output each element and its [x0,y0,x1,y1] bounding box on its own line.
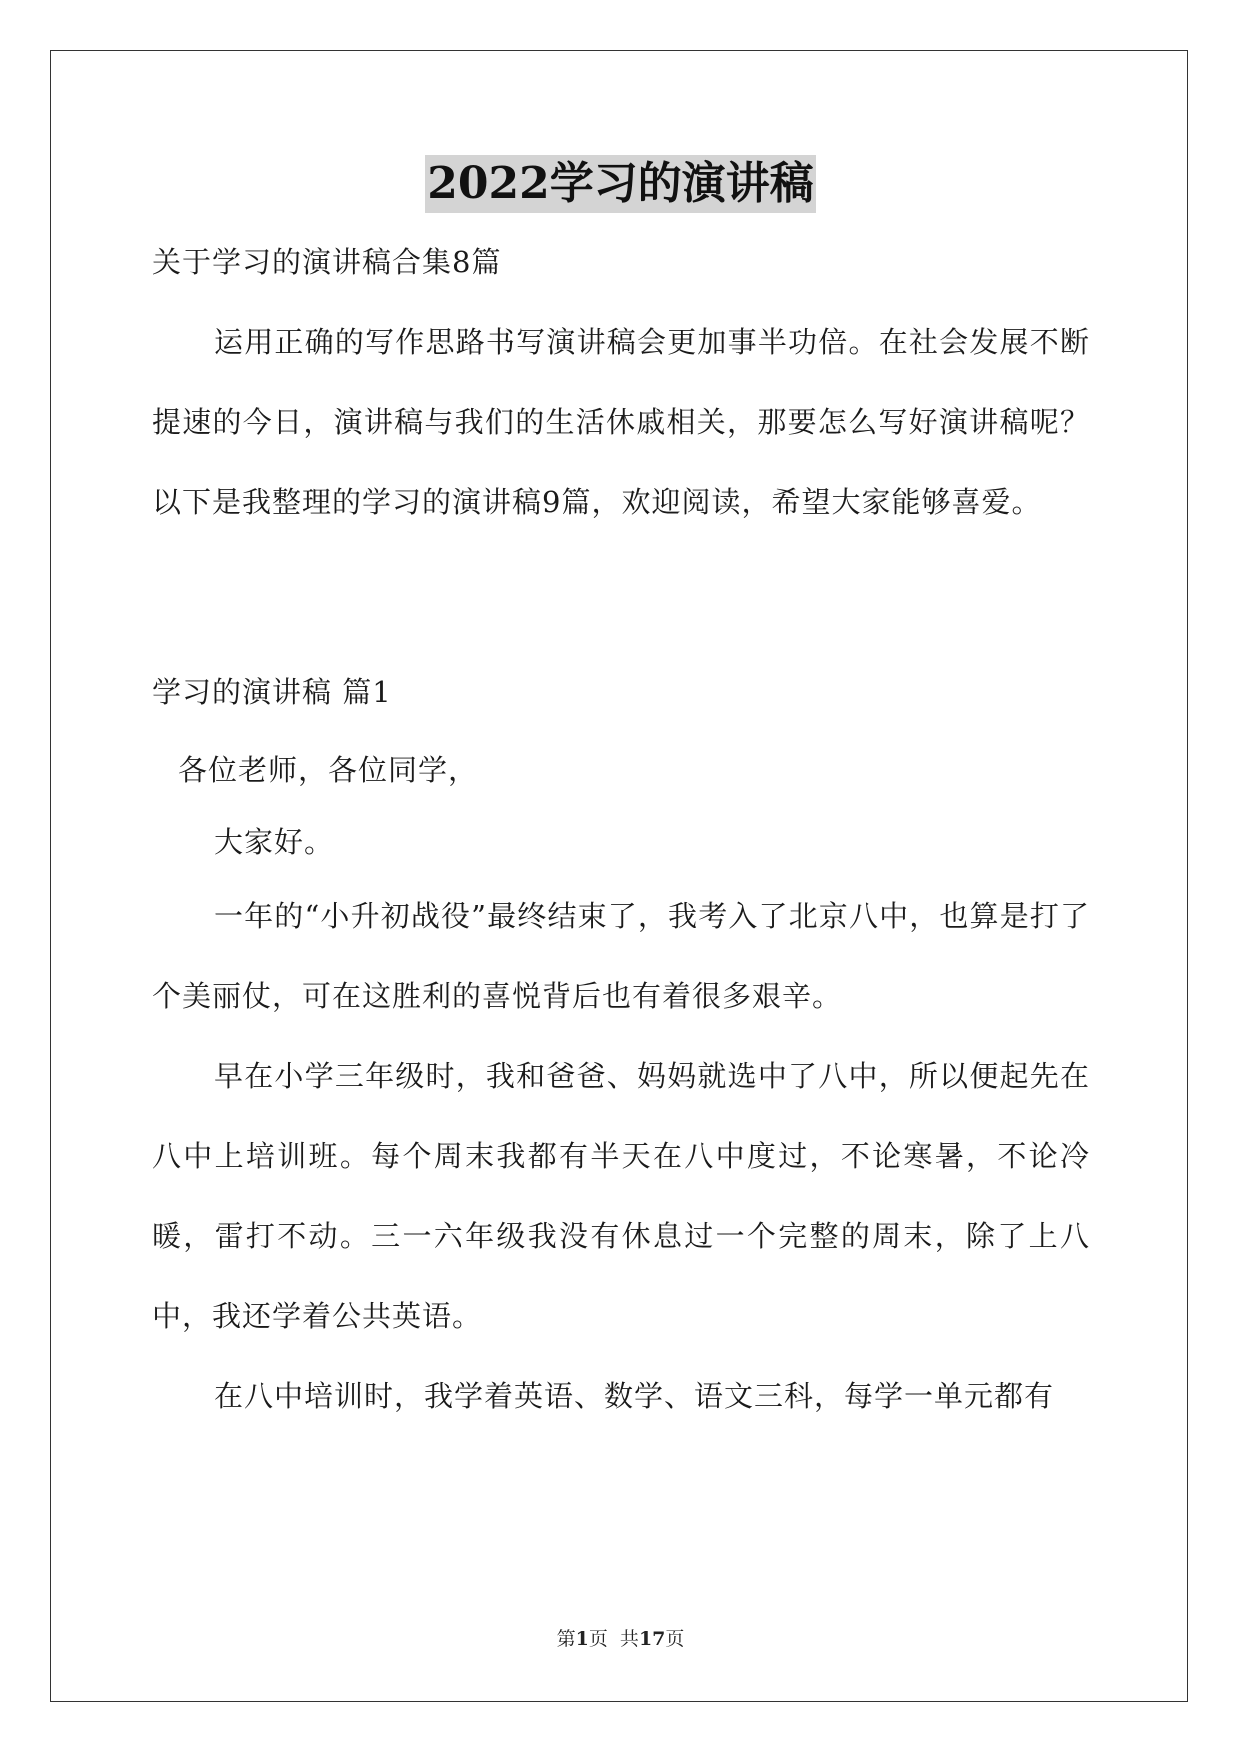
hello-line: 大家好。 [214,825,335,859]
page-current: 1 [575,1628,589,1650]
page-footer [0,1624,1241,1651]
greeting-line: 各位老师，各位同学， [178,753,479,787]
body-paragraph: 一年的“小升初战役”最终结束了，我考入了北京八中，也算是打了个美丽仗，可在这胜利的喜悦背后也有着很多艰辛。 [152,899,1090,1013]
page-label-mid: 页 共 [588,1628,639,1650]
page-label-post: 页 [665,1628,685,1650]
body-paragraph: 早在小学三年级时，我和爸爸、妈妈就选中了八中，所以便起先在八中上培训班。每个周末我都有半天在八中度过，不论寒暑，不论冷暖，雷打不动。三一六年级我没有休息过一个完整的周末，除了上八中，我还学着公共英语。 [152,1059,1090,1333]
body-paragraph: 在八中培训时，我学着英语、数学、语文三科，每学一单元都有 [214,1379,1055,1413]
document-title: 2022学习的演讲稿 [425,155,815,213]
section-heading: 学习的演讲稿 篇1 [152,675,392,709]
title-container [0,155,1241,213]
page-total: 17 [638,1628,666,1650]
document-subtitle: 关于学习的演讲稿合集8篇 [152,245,502,279]
page-label-pre: 第 [556,1628,576,1650]
intro-paragraph: 运用正确的写作思路书写演讲稿会更加事半功倍。在社会发展不断提速的今日，演讲稿与我们的生活休戚相关，那要怎么写好演讲稿呢？以下是我整理的学习的演讲稿9篇，欢迎阅读，希望大家能够喜爱。 [152,325,1090,519]
